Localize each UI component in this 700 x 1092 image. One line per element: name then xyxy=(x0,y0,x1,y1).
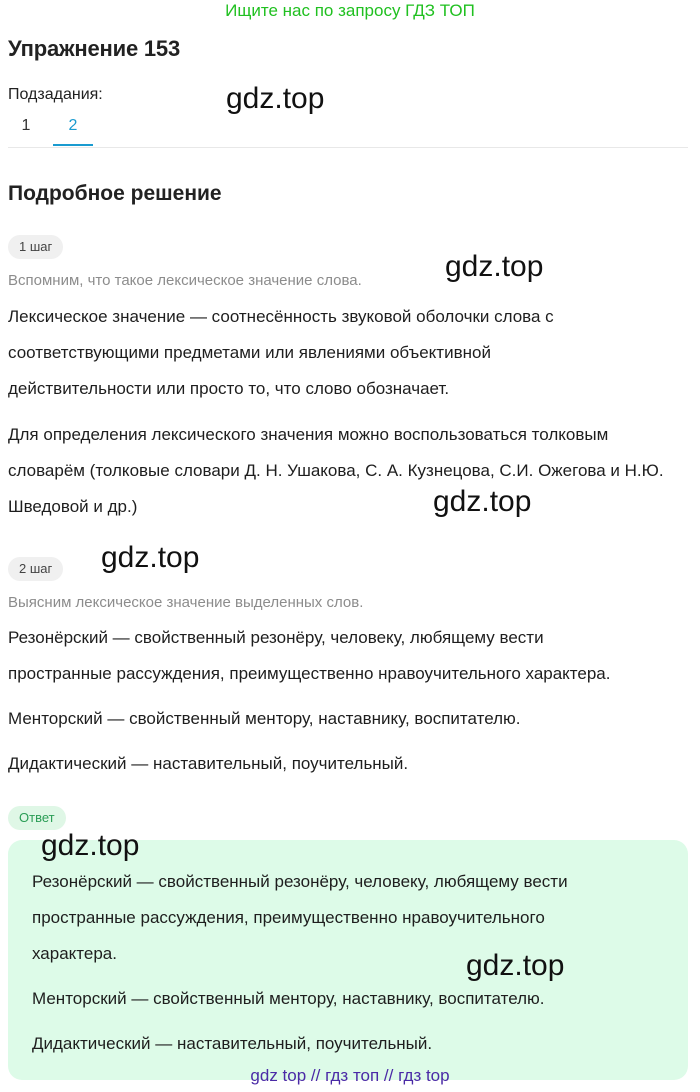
step-badge: 1 шаг xyxy=(8,235,63,259)
watermark: gdz.top xyxy=(226,82,325,115)
paragraph xyxy=(8,417,688,525)
text-line: словарём (толковые словари Д. Н. Ушакова, С. А. Кузнецова, С.И. Ожегова и Н.Ю. xyxy=(8,461,664,480)
text-line: характера. xyxy=(32,944,117,963)
text-line: Для определения лексического значения можно воспользоваться толковым xyxy=(8,425,609,444)
text-line: пространные рассуждения, преимущественно нравоучительного характера. xyxy=(8,664,611,683)
watermark: gdz.top xyxy=(445,250,544,283)
text-line: действительности или просто то, что слово обозначает. xyxy=(8,379,450,398)
tab-subtask-1[interactable]: 1 xyxy=(21,117,31,134)
paragraph: Дидактический — наставительный, поучительный. xyxy=(8,754,409,773)
step-hint: Вспомним, что такое лексическое значение слова. xyxy=(8,272,362,289)
page-title: Упражнение 153 xyxy=(8,36,180,61)
subtasks-label: Подзадания: xyxy=(8,86,103,103)
divider xyxy=(8,147,688,148)
footer-watermark: gdz top // гдз топ // гдз top xyxy=(250,1066,450,1085)
watermark: gdz.top xyxy=(433,485,532,518)
section-title: Подробное решение xyxy=(8,182,222,205)
watermark: gdz.top xyxy=(41,829,140,862)
answer-paragraph: Менторский — свойственный ментору, наставнику, воспитателю. xyxy=(32,989,545,1008)
paragraph xyxy=(8,299,688,407)
answer-paragraph xyxy=(32,864,672,972)
watermark: gdz.top xyxy=(466,949,565,982)
paragraph: Менторский — свойственный ментору, наставнику, воспитателю. xyxy=(8,709,521,728)
text-line: Резонёрский — свойственный резонёру, человеку, любящему вести xyxy=(8,628,544,647)
text-line: Шведовой и др.) xyxy=(8,497,138,516)
watermark: gdz.top xyxy=(101,541,200,574)
active-tab-indicator xyxy=(53,144,93,146)
promo-banner: Ищите нас по запросу ГДЗ ТОП xyxy=(225,1,475,20)
step-hint: Выясним лексическое значение выделенных слов. xyxy=(8,594,364,611)
text-line: соответствующими предметами или явлениями объективной xyxy=(8,343,491,362)
answer-paragraph: Дидактический — наставительный, поучительный. xyxy=(32,1034,433,1053)
text-line: пространные рассуждения, преимущественно нравоучительного xyxy=(32,908,545,927)
paragraph xyxy=(8,620,688,692)
tab-subtask-2[interactable]: 2 xyxy=(68,117,78,134)
answer-badge: Ответ xyxy=(8,806,66,830)
text-line: Лексическое значение — соотнесённость звуковой оболочки слова с xyxy=(8,307,554,326)
step-badge: 2 шаг xyxy=(8,557,63,581)
text-line: Резонёрский — свойственный резонёру, человеку, любящему вести xyxy=(32,872,568,891)
